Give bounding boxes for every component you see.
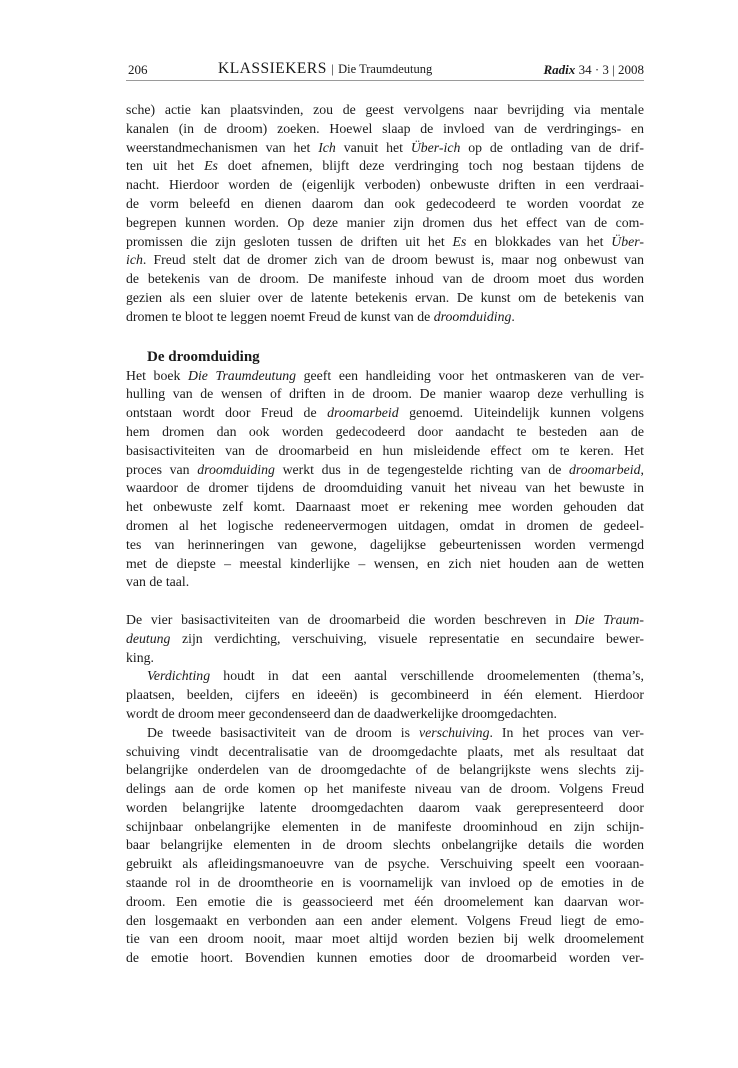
text-line — [126, 573, 644, 592]
text-line — [126, 251, 644, 270]
text-run: schuiving vindt decentralisatie van de droomgedachte plaats, met als resultaat dat — [126, 743, 644, 759]
text-line — [126, 667, 644, 686]
italic-term: Die Traumdeutung — [187, 367, 297, 383]
text-run: genoemd. Uiteindelijk kunnen volgens — [398, 405, 644, 421]
text-run: het onbewuste zelf komt. Daarnaast moet er rekening mee worden gehouden dat — [126, 499, 644, 515]
italic-term: Verdichting — [147, 668, 211, 684]
text-run: hem dromen dan ook worden gedecodeerd door aandacht te besteden aan de — [126, 423, 644, 439]
text-run: king. — [126, 649, 154, 665]
text-run: belangrijke onderdelen van de droomgedachte of de belangrijkste wens slechts zij- — [126, 762, 644, 778]
text-line — [126, 195, 644, 214]
italic-term: droomduiding — [433, 308, 512, 324]
text-line — [126, 214, 644, 233]
italic-term: droomduiding — [197, 461, 275, 477]
italic-term: deutung — [126, 630, 171, 646]
italic-term: Die Traum- — [574, 611, 644, 627]
text-run: ontstaan wordt door Freud de — [126, 405, 328, 421]
text-run: gebruikt als afleidingsmanoeuvre van de psyche. Verschuiving speelt een vooraan- — [126, 856, 644, 872]
section-title — [218, 60, 432, 78]
text-line — [126, 912, 644, 931]
text-run: de betekenis van de droom. De manifeste inhoud van de droom moet dus worden — [126, 271, 644, 287]
italic-term: ich — [126, 252, 143, 268]
paragraph-gap — [126, 592, 644, 611]
text-run: De vier basisactiviteiten van de droomarbeid die worden beschreven in — [126, 611, 575, 627]
text-line — [126, 423, 644, 442]
text-line — [126, 157, 644, 176]
text-line — [126, 385, 644, 404]
text-run: plaatsen, beelden, cijfers en ideeën) is gecombineerd in één element. Hierdoor — [126, 687, 644, 703]
text-line — [126, 536, 644, 555]
text-run: wordt de droom meer gecondenseerd dan de daadwerkelijke droomgedachten. — [126, 705, 557, 721]
text-run: promissen die zijn gesloten tussen de driften uit het — [126, 233, 453, 249]
text-line — [126, 874, 644, 893]
text-line — [126, 233, 644, 252]
paragraph — [126, 611, 644, 667]
text-line — [126, 724, 644, 743]
journal-info — [544, 62, 644, 78]
text-run: werkt dus in de tegengestelde richting van de — [274, 461, 569, 477]
text-run: delings aan de orde komen op het manifeste niveau van de droom. Volgens Freud — [126, 781, 644, 797]
text-run: . — [511, 308, 515, 324]
text-line — [126, 479, 644, 498]
subsection-name: Die Traumdeutung — [338, 62, 433, 76]
text-run: . In het proces van ver- — [489, 724, 644, 740]
text-line — [126, 836, 644, 855]
text-run: gezien als een sluier over de latente betekenis ervan. De kunst om de betekenis van — [126, 289, 644, 305]
text-run: weerstandmechanismen van het — [126, 139, 319, 155]
page-number: 206 — [128, 62, 148, 77]
text-line — [126, 818, 644, 837]
text-line — [126, 101, 644, 120]
italic-term: Ich — [318, 139, 336, 155]
italic-term: droomarbeid — [327, 405, 399, 421]
text-run: en blokkades van het — [466, 233, 612, 249]
text-line — [126, 270, 644, 289]
text-line — [126, 949, 644, 968]
running-header — [126, 60, 644, 81]
text-run: dromen al het logische redeneervermogen uitdagen, omdat in dromen de gedeel- — [126, 517, 644, 533]
italic-term: Es — [452, 233, 467, 249]
text-run: houdt in dat een aantal verschillende droomelementen (thema’s, — [210, 668, 644, 684]
text-run: de emotie hoort. Bovendien kunnen emoties door de droomarbeid worden ver- — [126, 950, 644, 966]
text-run: van de taal. — [126, 574, 190, 590]
text-run: , — [640, 461, 644, 477]
text-run: Het boek — [126, 367, 188, 383]
text-run: worden belangrijke latente droomgedachten daarom vaak gerepresenteerd door — [126, 799, 644, 815]
text-line — [126, 367, 644, 386]
text-line — [126, 761, 644, 780]
text-run: kanalen (in de droom) zoeken. Hoewel slaap de invloed van de verdringings- en — [126, 120, 644, 136]
italic-term: Über- — [611, 233, 644, 249]
text-run: . Freud stelt dat de dromer zich van de droom bewust is, maar nog onbewust van — [142, 252, 644, 268]
text-run: den losgemaakt en verbonden aan een ander element. Volgens Freud liegt de emo- — [126, 912, 644, 928]
text-line — [126, 799, 644, 818]
text-run: droom. Een emotie die is geassocieerd met één droomelement kan daarvan wor- — [126, 893, 644, 909]
text-run: tes van herinneringen van gewone, dagelijkse gebeurtenissen worden vermengd — [126, 536, 644, 552]
section-heading: De droomduiding — [147, 348, 260, 365]
text-line — [126, 893, 644, 912]
paragraph — [126, 667, 644, 723]
text-line — [126, 555, 644, 574]
italic-term: droomarbeid — [569, 461, 641, 477]
article-body — [126, 101, 644, 968]
text-run: de vorm beleefd en dienen daarom dan ook gedecodeerd te worden voordat ze — [126, 195, 644, 211]
text-run: waardoor de dromer tijdens de droomduiding vanuit het niveau van het bewuste in — [126, 480, 644, 496]
text-run: hulling van de wensen of driften in de droom. De manier waarop deze verhulling is — [126, 386, 644, 402]
text-run: schijnbaar onbelangrijke elementen in de manifeste droominhoud en zijn schijn- — [126, 818, 644, 834]
italic-term: Es — [204, 158, 218, 174]
section-name: KLASSIEKERS — [218, 60, 327, 77]
text-line — [126, 705, 644, 724]
text-run: sche) actie kan plaatsvinden, zou de geest vervolgens naar bevrijding via mentale — [126, 102, 644, 117]
text-line — [126, 139, 644, 158]
text-run: dromen te bloot te leggen noemt Freud de kunst van de — [126, 308, 434, 324]
text-line — [126, 176, 644, 195]
text-line — [126, 442, 644, 461]
text-line — [126, 517, 644, 536]
text-run: geeft een handleiding voor het ontmaskeren van de ver- — [296, 367, 644, 383]
text-line — [126, 461, 644, 480]
text-run: doet afnemen, blijft deze verdringing toch nog bestaan tijdens de — [217, 158, 644, 174]
issue-info: 34 · 3 | 2008 — [578, 62, 644, 77]
paragraph — [126, 724, 644, 968]
text-line — [126, 649, 644, 668]
text-run: De tweede basisactiviteit van de droom is — [147, 724, 419, 740]
text-line — [126, 780, 644, 799]
text-run: begrepen kunnen worden. Op deze manier zijn dromen dus het effect van de com- — [126, 214, 644, 230]
text-line — [126, 498, 644, 517]
text-run: staande rol in de droomtheorie en is voornamelijk van invloed op de emoties in de — [126, 875, 644, 891]
text-run: baar belangrijke elementen in de droom slechts onbelangrijke details die worden — [126, 837, 644, 853]
text-line — [126, 308, 644, 327]
text-run: vanuit het — [335, 139, 411, 155]
journal-name: Radix — [543, 62, 576, 77]
text-line — [126, 855, 644, 874]
text-line — [126, 611, 644, 630]
text-line — [126, 289, 644, 308]
separator: | — [331, 62, 334, 76]
text-line — [126, 630, 644, 649]
text-line — [126, 120, 644, 139]
paragraph — [126, 101, 644, 327]
italic-term: Über-ich — [410, 139, 461, 155]
text-run: ten uit het — [126, 158, 205, 174]
text-run: tie van een droom nooit, maar moet altijd worden bezien bij welk droomelement — [126, 931, 644, 947]
text-run: basisactiviteiten van de droomarbeid en hun misleidende effect om te keren. Het — [126, 442, 644, 458]
text-run: op de ontlading van de drif- — [460, 139, 644, 155]
text-run: proces van — [126, 461, 198, 477]
text-line — [126, 743, 644, 762]
text-run: zijn verdichting, verschuiving, visuele representatie en secundaire bewer- — [170, 630, 644, 646]
text-line — [126, 930, 644, 949]
text-run: nacht. Hierdoor worden de (eigenlijk verboden) onbewuste driften in een verdraai- — [126, 177, 644, 193]
text-line — [126, 404, 644, 423]
italic-term: verschuiving — [418, 724, 490, 740]
text-line — [126, 686, 644, 705]
paragraph — [126, 367, 644, 593]
text-run: met de diepste – meestal kinderlijke – wensen, en zich niet houden aan de wetten — [126, 555, 644, 571]
